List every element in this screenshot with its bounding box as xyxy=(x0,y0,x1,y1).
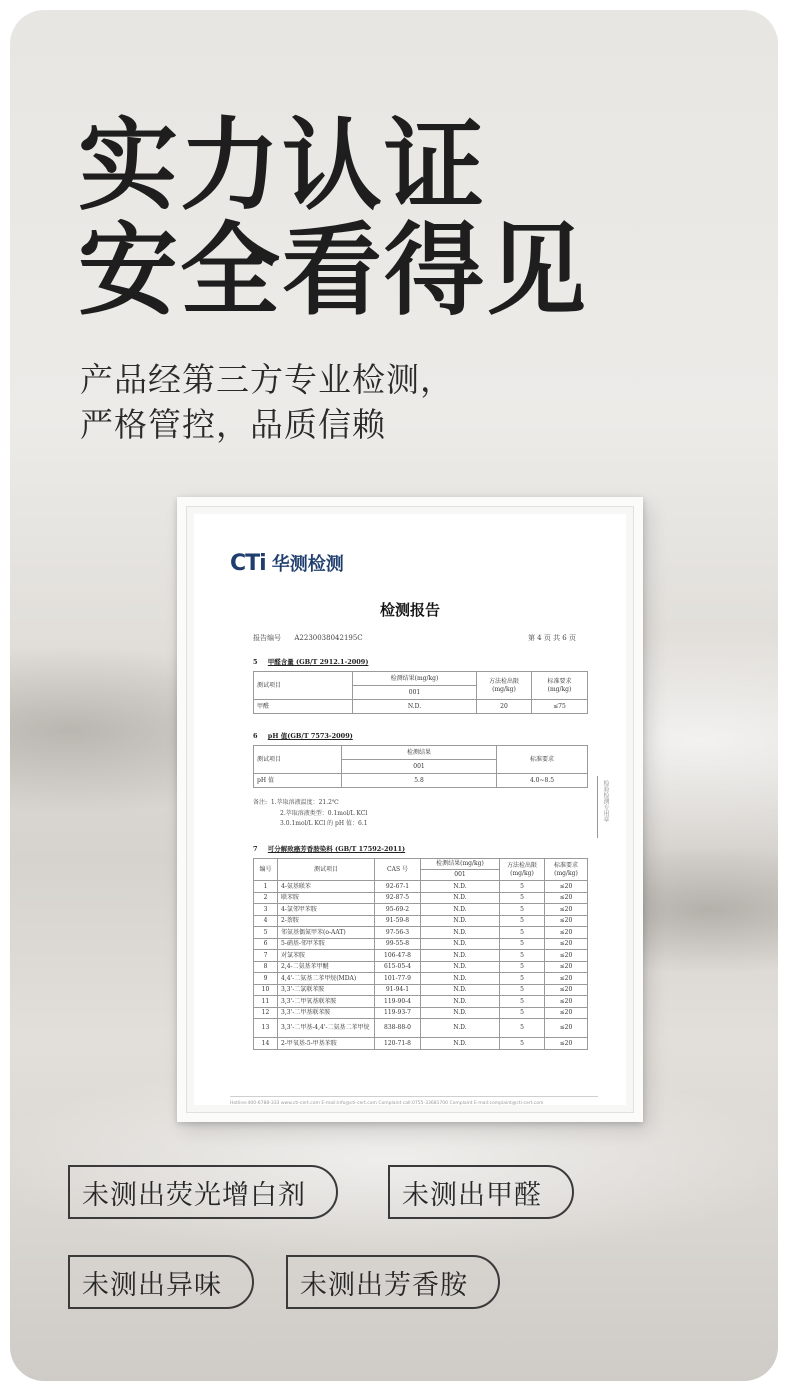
table-cell-std: ≤20 xyxy=(545,1038,588,1050)
header-cell: 标准要求 (mg/kg) xyxy=(532,672,588,700)
table-cell-no: 12 xyxy=(254,1007,278,1019)
headline-line-2: 安全看得见 xyxy=(78,212,588,329)
table-cell-std: ≤20 xyxy=(545,950,588,962)
aromatic-amine-table xyxy=(253,858,588,1050)
table-cell-result: N.D. xyxy=(421,938,500,950)
table-cell-no: 4 xyxy=(254,915,278,927)
table-cell-item: 4-氨基联苯 xyxy=(278,881,375,893)
table-cell-item: 2-萘胺 xyxy=(278,915,375,927)
table-cell-no: 1 xyxy=(254,881,278,893)
table-row xyxy=(254,1038,588,1050)
badge-no-formaldehyde: 未测出甲醛 xyxy=(388,1165,574,1219)
table-cell-std: ≤20 xyxy=(545,915,588,927)
section-7-number: 7 xyxy=(253,845,258,853)
table-cell-no: 10 xyxy=(254,984,278,996)
table-cell-cas: 101-77-9 xyxy=(375,973,421,985)
table-cell-result: N.D. xyxy=(421,984,500,996)
table-cell-item: 2-甲氧基-5-甲基苯胺 xyxy=(278,1038,375,1050)
badge-no-aromatic-amine: 未测出芳香胺 xyxy=(286,1255,500,1309)
table-cell-limit: 5 xyxy=(500,1007,545,1019)
table-cell-result: N.D. xyxy=(421,927,500,939)
section-5-title xyxy=(253,657,368,666)
header-cell: 标准要求 (mg/kg) xyxy=(545,859,588,881)
table-cell-std: ≤20 xyxy=(545,984,588,996)
table-cell-cas: 119-93-7 xyxy=(375,1007,421,1019)
certificate-frame xyxy=(177,497,643,1122)
table-cell-cas: 615-05-4 xyxy=(375,961,421,973)
table-cell-result: N.D. xyxy=(421,973,500,985)
table-cell-limit: 5 xyxy=(500,961,545,973)
table-cell-no: 6 xyxy=(254,938,278,950)
table-cell-cas: 91-59-8 xyxy=(375,915,421,927)
table-cell-std: ≤20 xyxy=(545,892,588,904)
table-cell-item: 邻氨基偶氮甲苯(o-AAT) xyxy=(278,927,375,939)
table-cell-item: 2,4-二氨基苯甲醚 xyxy=(278,961,375,973)
background-card xyxy=(10,10,778,1381)
table-cell-limit: 5 xyxy=(500,915,545,927)
stamp-seal: 检验检测专用章 xyxy=(597,776,620,838)
table-cell-std: ≤20 xyxy=(545,904,588,916)
section-6-title xyxy=(253,731,353,740)
header-cell: 标准要求 xyxy=(497,746,588,774)
table-cell-std: ≤20 xyxy=(545,1019,588,1038)
table-row xyxy=(254,927,588,939)
table-cell-limit: 5 xyxy=(500,996,545,1008)
table-row: 甲醛 N.D. 20 ≤75 xyxy=(254,700,588,714)
table-cell-item: 联苯胺 xyxy=(278,892,375,904)
table-cell-no: 5 xyxy=(254,927,278,939)
table-row xyxy=(254,973,588,985)
table-cell-result: N.D. xyxy=(421,904,500,916)
table-cell-result: N.D. xyxy=(421,1038,500,1050)
table-cell-cas: 106-47-8 xyxy=(375,950,421,962)
table-cell-no: 2 xyxy=(254,892,278,904)
table-cell-cas: 119-90-4 xyxy=(375,996,421,1008)
table-cell-result: N.D. xyxy=(421,950,500,962)
table-row: pH 值 5.8 4.0~8.5 xyxy=(254,774,588,788)
table-cell-result: N.D. xyxy=(421,1007,500,1019)
subtext-line-2: 严格管控，品质信赖 xyxy=(80,405,386,444)
ph-table xyxy=(253,745,588,788)
table-row xyxy=(254,950,588,962)
section-5-heading: 甲醛含量 (GB/T 2912.1-2009) xyxy=(267,658,369,666)
table-cell-no: 14 xyxy=(254,1038,278,1050)
table-cell-std: ≤20 xyxy=(545,881,588,893)
table-cell-limit: 5 xyxy=(500,1038,545,1050)
table-cell-item: 4-氯邻甲苯胺 xyxy=(278,904,375,916)
table-row xyxy=(254,1007,588,1019)
header-cell: 001 xyxy=(353,686,477,700)
report-number-label: 报告编号 xyxy=(253,634,281,642)
header-cell: 方法检出限 (mg/kg) xyxy=(477,672,532,700)
section-7-heading: 可分解致癌芳香胺染料 (GB/T 17592-2011) xyxy=(267,845,406,853)
table-cell-cas: 91-94-1 xyxy=(375,984,421,996)
table-cell-limit: 5 xyxy=(500,950,545,962)
table-cell-no: 13 xyxy=(254,1019,278,1038)
cti-logo xyxy=(230,550,344,576)
table-row xyxy=(254,984,588,996)
section-6-number: 6 xyxy=(253,732,258,740)
table-cell-item: 5-硝基-邻甲苯胺 xyxy=(278,938,375,950)
table-cell-no: 8 xyxy=(254,961,278,973)
table-cell-result: N.D. xyxy=(421,996,500,1008)
table-cell-no: 9 xyxy=(254,973,278,985)
table-cell-std: ≤20 xyxy=(545,961,588,973)
section-6-heading: pH 值(GB/T 7573-2009) xyxy=(267,732,353,740)
table-cell-std: ≤20 xyxy=(545,996,588,1008)
table-cell-cas: 838-88-0 xyxy=(375,1019,421,1038)
test-report-document xyxy=(194,514,626,1105)
table-row xyxy=(254,892,588,904)
report-title: 检测报告 xyxy=(379,601,440,619)
report-number xyxy=(253,633,363,643)
table-cell-cas: 99-55-8 xyxy=(375,938,421,950)
table-cell-item: 3,3'-二氯联苯胺 xyxy=(278,984,375,996)
table-cell-limit: 5 xyxy=(500,892,545,904)
table-cell-cas: 95-69-2 xyxy=(375,904,421,916)
badge-no-fluorescent-brightener: 未测出荧光增白剂 xyxy=(68,1165,338,1219)
table-row xyxy=(254,1019,588,1038)
table-cell-limit: 5 xyxy=(500,904,545,916)
table-cell-item: 对氯苯胺 xyxy=(278,950,375,962)
table-row xyxy=(254,961,588,973)
notes: 备注: 1.萃取溶液温度：21.2℃ 2.萃取溶液类型：0.1mol/L KCl 3.0.1mol/L KCl 的 pH 值：6.1 xyxy=(253,799,368,827)
formaldehyde-table xyxy=(253,671,588,714)
section-7-title xyxy=(253,844,405,853)
header-cell: CAS 号 xyxy=(375,859,421,881)
table-cell-limit: 5 xyxy=(500,881,545,893)
table-cell-cas: 92-87-5 xyxy=(375,892,421,904)
header-cell: 编号 xyxy=(254,859,278,881)
report-footer: Hotline:400-6788-333 www.cti-cert.com E-mail:info@cti-cert.com Complaint call:0755-33681700 Complaint E-mail:complaint@cti-cert.com xyxy=(230,1096,598,1106)
logo-text: 华测检测 xyxy=(271,554,344,575)
table-cell-std: ≤20 xyxy=(545,927,588,939)
table-cell-no: 11 xyxy=(254,996,278,1008)
table-cell-limit: 5 xyxy=(500,984,545,996)
table-cell-limit: 5 xyxy=(500,973,545,985)
table-cell-cas: 92-67-1 xyxy=(375,881,421,893)
table-cell-result: N.D. xyxy=(421,961,500,973)
table-cell-result: N.D. xyxy=(421,892,500,904)
table-cell-result: N.D. xyxy=(421,1019,500,1038)
table-cell-result: N.D. xyxy=(421,915,500,927)
table-cell-result: N.D. xyxy=(421,881,500,893)
table-row xyxy=(254,915,588,927)
table-cell-std: ≤20 xyxy=(545,973,588,985)
table-cell-cas: 120-71-8 xyxy=(375,1038,421,1050)
subtext-line-1: 产品经第三方专业检测， xyxy=(80,360,454,399)
table-cell-std: ≤20 xyxy=(545,1007,588,1019)
table-cell-item: 3,3'-二甲氧基联苯胺 xyxy=(278,996,375,1008)
badge-no-odor: 未测出异味 xyxy=(68,1255,254,1309)
table-cell-item: 4,4'-二氨基二苯甲烷(MDA) xyxy=(278,973,375,985)
table-cell-cas: 97-56-3 xyxy=(375,927,421,939)
table-cell-limit: 5 xyxy=(500,927,545,939)
table-row xyxy=(254,881,588,893)
header-cell: 检测结果 xyxy=(342,746,497,760)
header-cell: 检测结果(mg/kg) xyxy=(421,859,500,870)
table-cell-no: 3 xyxy=(254,904,278,916)
table-cell-limit: 5 xyxy=(500,938,545,950)
header-cell: 001 xyxy=(421,870,500,881)
table-row xyxy=(254,938,588,950)
table-cell-std: ≤20 xyxy=(545,938,588,950)
table-row xyxy=(254,996,588,1008)
header-cell: 方法检出限 (mg/kg) xyxy=(500,859,545,881)
header-cell: 001 xyxy=(342,760,497,774)
logo-mark: CTi xyxy=(230,550,266,576)
header-cell: 测试项目 xyxy=(254,672,353,700)
header-cell: 测试项目 xyxy=(278,859,375,881)
table-cell-no: 7 xyxy=(254,950,278,962)
header-cell: 测试项目 xyxy=(254,746,342,774)
report-number-value: A2230038042195C xyxy=(294,634,363,642)
page-info: 第 4 页 共 6 页 xyxy=(527,634,576,642)
table-cell-item: 3,3'-二甲基联苯胺 xyxy=(278,1007,375,1019)
table-row xyxy=(254,904,588,916)
table-cell-limit: 5 xyxy=(500,1019,545,1038)
table-cell-item: 3,3'-二甲基-4,4'-二氨基二苯甲烷 xyxy=(278,1019,375,1038)
header-cell: 检测结果(mg/kg) xyxy=(353,672,477,686)
headline-line-1: 实力认证 xyxy=(78,107,486,224)
section-5-number: 5 xyxy=(253,658,258,666)
